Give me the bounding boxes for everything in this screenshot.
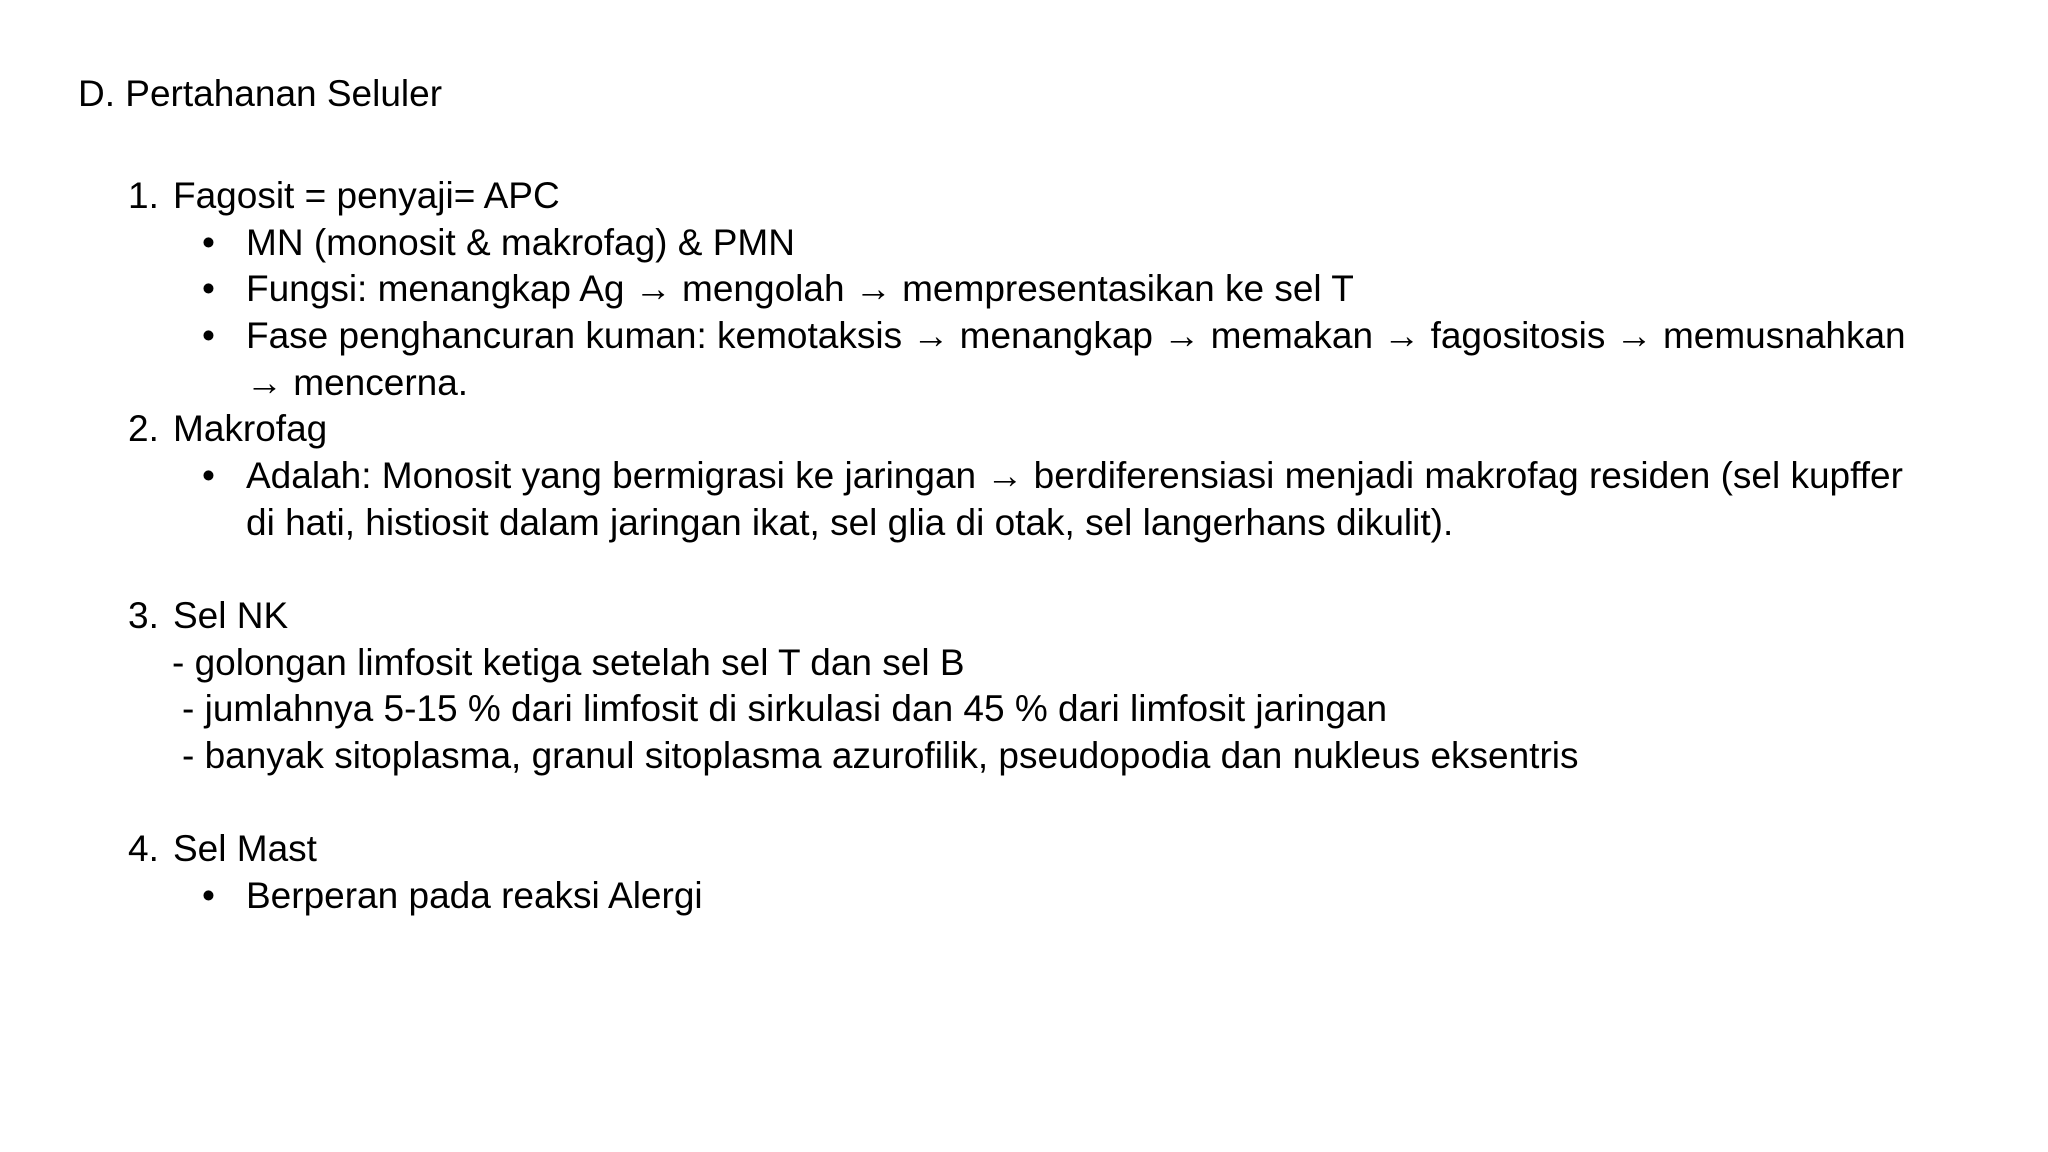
bullet-icon: •	[202, 455, 215, 496]
bullet-icon: •	[202, 268, 215, 309]
section-number: 3.	[128, 595, 159, 636]
list-item-continuation: → mencerna.	[246, 362, 469, 403]
section-4-title	[128, 826, 317, 872]
bullet-icon: •	[202, 315, 215, 356]
section-title: Sel Mast	[173, 828, 317, 869]
section-number: 4.	[128, 828, 159, 869]
section-title: Sel NK	[173, 595, 289, 636]
section-1-title	[128, 173, 560, 219]
section-2-title	[128, 406, 327, 452]
list-item-continuation: di hati, histiosit dalam jaringan ikat, sel glia di otak, sel langerhans dikulit).	[246, 502, 1454, 543]
section-3-title	[128, 593, 288, 639]
bullet-icon: •	[202, 875, 215, 916]
dash-item: - jumlahnya 5-15 % dari limfosit di sirkulasi dan 45 % dari limfosit jaringan	[182, 688, 1388, 729]
list-item-text: Berperan pada reaksi Alergi	[246, 875, 703, 916]
bullet-icon: •	[202, 222, 215, 263]
section-number: 1.	[128, 175, 159, 216]
list-item-text: Fungsi: menangkap Ag → mengolah → mempresentasikan ke sel T	[246, 268, 1354, 309]
dash-item: - banyak sitoplasma, granul sitoplasma azurofilik, pseudopodia dan nukleus eksentris	[182, 735, 1579, 776]
slide-heading: D. Pertahanan Seluler	[78, 73, 443, 114]
list-item-text: Adalah: Monosit yang bermigrasi ke jaringan → berdiferensiasi menjadi makrofag residen (sel kupffer	[246, 455, 1903, 496]
dash-item: - golongan limfosit ketiga setelah sel T dan sel B	[172, 642, 965, 683]
list-item-text: Fase penghancuran kuman: kemotaksis → menangkap → memakan → fagositosis → memusnahkan	[246, 315, 1906, 356]
section-title: Makrofag	[173, 408, 328, 449]
section-number: 2.	[128, 408, 159, 449]
list-item-text: MN (monosit & makrofag) & PMN	[246, 222, 795, 263]
section-title: Fagosit = penyaji= APC	[173, 175, 560, 216]
